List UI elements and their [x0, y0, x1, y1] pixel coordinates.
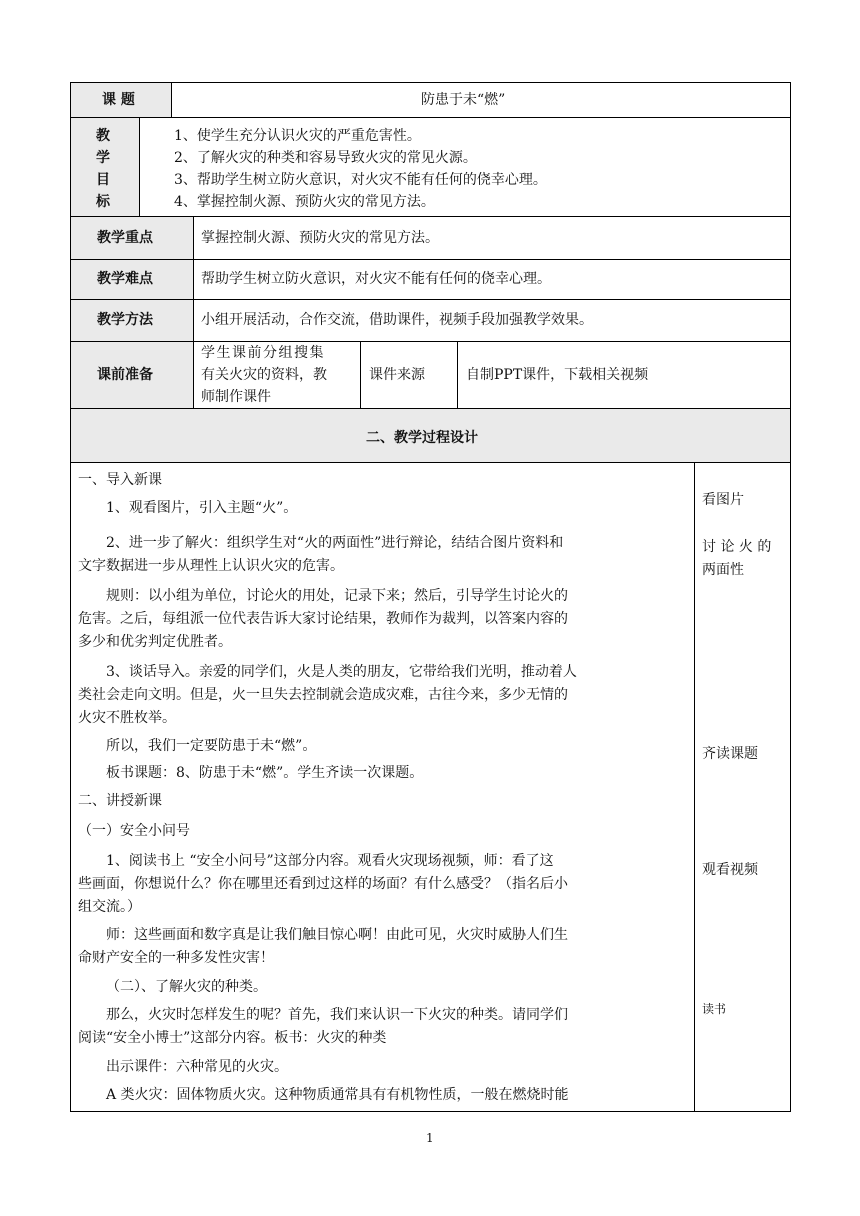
side-note: 观看视频: [702, 862, 758, 878]
process-heading: 一、导入新课: [78, 472, 162, 488]
process-paragraph: 火灾不胜枚举。: [78, 710, 176, 726]
key-point-label: 教学重点: [97, 230, 153, 246]
side-note: 讨 论 火 的: [702, 539, 772, 555]
source-value: 自制PPT课件，下载相关视频: [466, 367, 649, 383]
method-label: 教学方法: [97, 312, 153, 328]
process-heading: 二、讲授新课: [78, 793, 162, 809]
side-note: 两面性: [702, 562, 744, 578]
method-value: 小组开展活动，合作交流，借助课件，视频手段加强教学效果。: [201, 312, 593, 328]
prep-label: 课前准备: [97, 367, 153, 383]
objective-item: 2、了解火灾的种类和容易导致火灾的常见火源。: [174, 150, 477, 166]
process-paragraph: 师：这些画面和数字真是让我们触目惊心啊！由此可见，火灾时威胁人们生: [106, 927, 568, 943]
section-title: 二、教学过程设计: [366, 430, 478, 446]
process-paragraph: 多少和优劣判定优胜者。: [78, 634, 232, 650]
side-note: 读书: [702, 1002, 727, 1016]
process-paragraph: 板书课题：8、防患于未“燃”。学生齐读一次课题。: [106, 765, 424, 781]
prep-value-line: 有关火灾的资料，教: [201, 367, 327, 383]
process-paragraph: 1、阅读书上 “安全小问号”这部分内容。观看火灾现场视频，师：看了这: [106, 853, 554, 869]
process-paragraph: 类社会走向文明。但是，火一旦失去控制就会造成灾难，古往今来，多少无情的: [78, 687, 568, 703]
prep-value-line: 师制作课件: [201, 389, 271, 405]
side-note: 齐读课题: [702, 746, 758, 762]
topic-label: 课 题: [102, 92, 135, 108]
process-paragraph: （二）、了解火灾的种类。: [106, 979, 267, 995]
process-paragraph: 命财产安全的一种多发性灾害！: [78, 950, 274, 966]
process-paragraph: 文字数据进一步从理性上认识火灾的危害。: [78, 558, 344, 574]
prep-value-line: 学生课前分组搜集: [201, 345, 325, 361]
objective-item: 1、使学生充分认识火灾的严重危害性。: [174, 128, 421, 144]
difficulty-label: 教学难点: [97, 271, 153, 287]
source-label: 课件来源: [369, 367, 425, 383]
process-paragraph: 2、进一步了解火：组织学生对“火的两面性”进行辩论，结结合图片资料和: [106, 535, 564, 551]
topic-value: 防患于未“燃”: [421, 92, 506, 108]
process-paragraph: 3、谈话导入。亲爱的同学们，火是人类的朋友，它带给我们光明，推动着人: [106, 664, 577, 680]
process-paragraph: 危害。之后，每组派一位代表告诉大家讨论结果，教师作为裁判，以答案内容的: [78, 611, 568, 627]
objectives-label-char-3: 目: [96, 172, 110, 188]
process-paragraph: 那么，火灾时怎样发生的呢？首先，我们来认识一下火灾的种类。请同学们: [106, 1007, 568, 1023]
side-note: 看图片: [702, 492, 744, 508]
objective-item: 3、帮助学生树立防火意识，对火灾不能有任何的侥幸心理。: [174, 172, 547, 188]
process-paragraph: 所以，我们一定要防患于未“燃”。: [106, 738, 317, 754]
process-paragraph: 阅读“安全小博士”这部分内容。板书：火灾的种类: [78, 1030, 387, 1046]
objective-item: 4、掌握控制火源、预防火灾的常见方法。: [174, 194, 435, 210]
page-number: 1: [426, 1131, 434, 1145]
process-paragraph: 1、观看图片，引入主题“火”。: [106, 500, 298, 516]
objectives-label-char-2: 学: [96, 150, 110, 166]
objectives-label-char-1: 教: [96, 128, 110, 144]
difficulty-value: 帮助学生树立防火意识，对火灾不能有任何的侥幸心理。: [201, 271, 551, 287]
process-paragraph: A 类火灾：固体物质火灾。这种物质通常具有有机物性质，一般在燃烧时能: [106, 1087, 569, 1103]
process-paragraph: 组交流。）: [78, 899, 141, 915]
process-paragraph: 规则：以小组为单位，讨论火的用处，记录下来；然后，引导学生讨论火的: [106, 588, 568, 604]
process-paragraph: 些画面，你想说什么？你在哪里还看到过这样的场面？有什么感受？（指名后小: [78, 876, 568, 892]
objectives-label-char-4: 标: [96, 194, 110, 210]
key-point-value: 掌握控制火源、预防火灾的常见方法。: [201, 230, 439, 246]
process-paragraph: 出示课件：六种常见的火灾。: [106, 1059, 288, 1075]
process-heading: （一）安全小问号: [78, 823, 190, 839]
